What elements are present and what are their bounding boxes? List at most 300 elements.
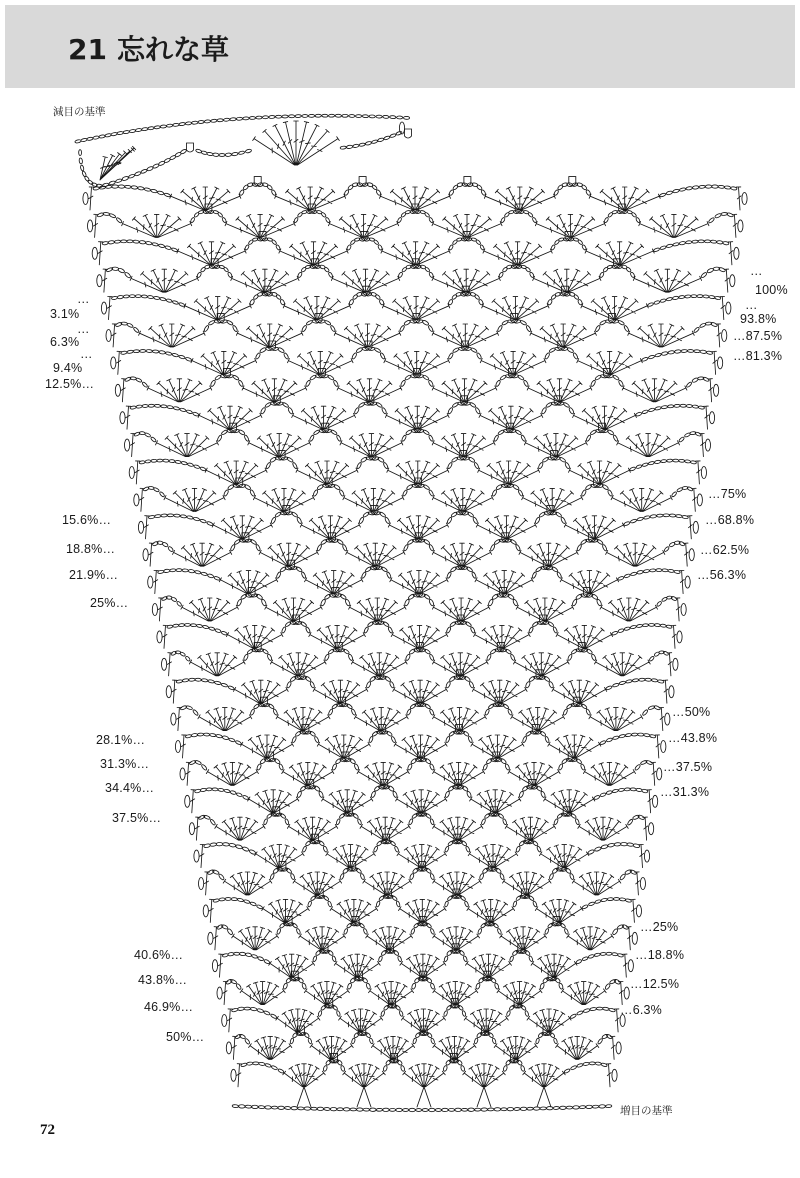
- edge-loop: [97, 275, 102, 287]
- treble-fan: [503, 872, 552, 895]
- treble-fan: [628, 324, 694, 347]
- chain-stitch: [270, 758, 284, 770]
- edge-loop: [115, 384, 120, 396]
- chain-stitch: [310, 786, 324, 798]
- right-percentage: 93.8%: [740, 312, 777, 326]
- right-percentage: …62.5%: [700, 543, 750, 557]
- chart-row: [120, 396, 715, 429]
- treble-fan: [530, 324, 597, 347]
- right-percentage: …68.8%: [705, 513, 755, 527]
- chain-stitch: [409, 813, 422, 824]
- treble-fan: [322, 790, 373, 813]
- chain-stitch: [586, 594, 601, 606]
- treble-fan: [475, 571, 533, 594]
- chain-stitch: [386, 840, 399, 852]
- left-percentage: …: [77, 292, 90, 306]
- chain-stitch: [167, 623, 227, 634]
- chain-stitch: [355, 923, 367, 935]
- left-percentage: 3.1%: [50, 307, 80, 321]
- treble-fan: [464, 1009, 508, 1032]
- treble-fan: [569, 461, 631, 484]
- pattern-title: 忘れな草: [116, 33, 229, 66]
- left-percentage: 28.1%…: [96, 733, 146, 747]
- treble-fan: [539, 845, 589, 868]
- chain-stitch: [422, 923, 434, 935]
- chain-stitch: [528, 840, 541, 852]
- treble-fan: [572, 872, 621, 895]
- edge-loop: [111, 357, 116, 369]
- treble-fan: [391, 625, 448, 648]
- chain-stitch: [445, 895, 457, 906]
- left-percentage: 40.6%…: [134, 948, 184, 962]
- chain-stitch: [498, 704, 512, 715]
- treble-fan: [581, 297, 648, 320]
- chain-stitch: [332, 758, 346, 770]
- edge-loop: [640, 878, 645, 890]
- treble-fan: [432, 214, 502, 237]
- treble-fan: [279, 242, 348, 265]
- treble-fan: [300, 516, 360, 539]
- treble-fan: [639, 214, 709, 237]
- chain-stitch: [503, 594, 518, 606]
- treble-fan: [236, 324, 303, 347]
- chain-stitch: [102, 240, 177, 252]
- treble-fan: [293, 872, 342, 895]
- chain-stitch: [387, 895, 399, 906]
- edge-treble: [158, 598, 163, 621]
- treble-fan: [259, 543, 318, 566]
- edge-treble: [663, 680, 668, 703]
- edge-loop: [673, 658, 678, 670]
- chain-stitch: [75, 114, 410, 143]
- chain-stitch: [287, 676, 301, 688]
- edge-treble: [149, 543, 154, 566]
- chain-stitch: [532, 786, 546, 798]
- chain-stitch: [445, 840, 458, 852]
- chain-stitch: [257, 758, 271, 770]
- treble-fan: [382, 297, 449, 320]
- chain-stitch: [384, 786, 398, 798]
- chain-stitch: [232, 1105, 612, 1112]
- edge-treble: [191, 790, 196, 813]
- cup-stitch: [405, 129, 412, 138]
- treble-fan: [215, 817, 265, 840]
- edge-loop: [677, 631, 682, 643]
- chain-stitch: [642, 350, 713, 361]
- edge-loop: [657, 768, 662, 780]
- treble-fan: [589, 187, 660, 210]
- edge-treble: [200, 845, 205, 868]
- chain-stitch: [297, 786, 310, 798]
- chain-stitch: [581, 649, 595, 661]
- treble-fan: [433, 927, 480, 950]
- edge-loop: [681, 604, 686, 616]
- edge-loop: [701, 467, 706, 479]
- chain-stitch: [582, 898, 631, 909]
- chain-stitch: [564, 1062, 607, 1073]
- chain-stitch: [419, 594, 434, 606]
- treble-fan: [349, 598, 406, 621]
- treble-fan: [583, 762, 635, 785]
- treble-fan: [556, 1036, 599, 1059]
- edge-treble: [708, 379, 713, 402]
- right-percentage: …25%: [640, 920, 679, 934]
- chain-stitch: [694, 322, 717, 332]
- edge-loop: [709, 412, 714, 424]
- treble-fan: [567, 927, 614, 950]
- pattern-number: 21: [68, 33, 107, 66]
- left-percentage: 46.9%…: [144, 1000, 194, 1014]
- edge-treble: [181, 735, 186, 758]
- chain-stitch: [276, 813, 289, 824]
- edge-loop: [730, 275, 735, 287]
- chart-row: [111, 341, 723, 374]
- chart-row: [166, 670, 674, 703]
- edge-loop: [726, 302, 731, 314]
- chain-stitch: [345, 758, 359, 770]
- treble-fan: [248, 434, 311, 457]
- treble-fan: [242, 379, 307, 402]
- chain-stitch: [204, 843, 256, 855]
- treble-fan: [296, 461, 358, 484]
- chain-stitch: [112, 295, 185, 307]
- edge-loop: [148, 576, 153, 588]
- chart-row: [203, 889, 641, 922]
- edge-treble: [696, 461, 701, 484]
- chain-stitch: [546, 566, 561, 578]
- chain-stitch: [521, 950, 533, 962]
- edge-loop: [203, 905, 208, 917]
- left-percentage: 25%…: [90, 596, 129, 610]
- treble-fan: [483, 242, 552, 265]
- edge-treble: [228, 1009, 233, 1032]
- chain-stitch: [480, 868, 493, 880]
- treble-fan: [156, 434, 219, 457]
- edge-treble: [614, 1009, 619, 1032]
- edge-treble: [186, 762, 191, 785]
- chain-stitch: [180, 706, 198, 715]
- treble-fan: [139, 324, 206, 347]
- treble-fan: [223, 872, 272, 895]
- treble-fan: [339, 1009, 383, 1032]
- chain-stitch: [217, 925, 233, 935]
- chart-row: [157, 615, 682, 648]
- treble-fan: [479, 406, 543, 429]
- chain-stitch: [264, 813, 277, 824]
- treble-fan: [248, 790, 299, 813]
- chain-stitch: [489, 923, 501, 935]
- treble-fan: [363, 872, 412, 895]
- chain-stitch: [410, 868, 423, 880]
- left-percentage: …: [77, 322, 90, 336]
- treble-fan: [522, 488, 583, 511]
- chain-stitch: [650, 651, 669, 661]
- edge-treble: [667, 653, 672, 676]
- chart-row: [92, 231, 739, 264]
- treble-fan: [394, 735, 447, 758]
- chain-stitch: [195, 788, 249, 799]
- treble-fan: [206, 762, 258, 785]
- edge-treble: [223, 982, 228, 1005]
- treble-fan: [283, 297, 350, 320]
- chain-stitch: [687, 377, 709, 387]
- treble-fan: [269, 954, 315, 977]
- treble-fan: [122, 214, 192, 237]
- chain-stitch: [496, 758, 510, 770]
- chart-row: [222, 999, 625, 1032]
- chain-stitch: [288, 923, 300, 935]
- treble-fan: [560, 571, 618, 594]
- edge-treble: [643, 817, 648, 840]
- treble-fan: [466, 954, 512, 977]
- edge-treble: [675, 598, 680, 621]
- edge-treble: [98, 242, 103, 265]
- chain-stitch: [556, 923, 568, 934]
- edge-loop: [143, 549, 148, 561]
- edge-treble: [647, 790, 652, 813]
- treble-fan: [432, 379, 497, 402]
- treble-fan: [519, 543, 578, 566]
- cup-stitch: [187, 143, 194, 152]
- chart-row: [194, 834, 650, 867]
- treble-fan: [287, 817, 337, 840]
- edge-treble: [712, 351, 717, 374]
- treble-fan: [351, 653, 407, 676]
- treble-fan: [173, 543, 232, 566]
- treble-fan: [478, 461, 540, 484]
- right-percentage: …31.3%: [660, 785, 710, 799]
- chain-stitch: [643, 706, 661, 715]
- chain-stitch: [478, 923, 490, 935]
- edge-treble: [89, 187, 94, 210]
- chart-row: [212, 944, 633, 977]
- treble-fan: [606, 543, 665, 566]
- treble-fan: [331, 269, 399, 292]
- chain-stitch: [458, 786, 472, 798]
- chain-stitch: [513, 895, 525, 906]
- edge-treble: [112, 324, 117, 347]
- treble-fan: [463, 1064, 505, 1087]
- edge-treble: [610, 1036, 615, 1059]
- chain-stitch: [635, 761, 652, 770]
- chart-row: [101, 286, 731, 319]
- edge-loop: [628, 960, 633, 972]
- chain-stitch: [158, 569, 220, 580]
- chain-stitch: [539, 676, 553, 688]
- edge-treble: [679, 571, 684, 594]
- edge-loop: [175, 741, 180, 753]
- chain-stitch: [559, 758, 573, 770]
- chain-stitch: [336, 813, 349, 824]
- treble-fan: [573, 406, 637, 429]
- treble-fan: [527, 379, 592, 402]
- chain-stitch: [491, 868, 504, 880]
- treble-fan: [617, 434, 680, 457]
- edge-treble: [135, 461, 140, 484]
- chain-stitch: [406, 649, 420, 661]
- chain-stitch: [456, 895, 468, 906]
- treble-fan: [369, 982, 414, 1005]
- treble-fan: [317, 735, 370, 758]
- chain-stitch: [563, 704, 577, 716]
- right-percentage: …87.5%: [733, 329, 783, 343]
- treble-fan: [516, 598, 574, 621]
- chain-stitch: [232, 1007, 277, 1018]
- right-percentage: …37.5%: [663, 760, 713, 774]
- edge-treble: [720, 297, 725, 320]
- chain-stitch: [624, 514, 688, 526]
- treble-fan: [381, 242, 450, 265]
- treble-fan: [304, 982, 349, 1005]
- chain-stitch: [636, 404, 705, 416]
- edge-treble: [688, 516, 693, 539]
- edge-treble: [107, 297, 112, 320]
- treble-fan: [556, 625, 613, 648]
- treble-fan: [181, 598, 239, 621]
- chain-stitch: [176, 678, 234, 689]
- chain-stitch: [367, 676, 381, 688]
- right-percentage: 100%: [755, 283, 788, 297]
- edge-loop: [101, 302, 106, 314]
- edge-treble: [728, 242, 733, 265]
- chain-stitch: [116, 322, 139, 332]
- chain-stitch: [519, 786, 533, 798]
- treble-fan: [371, 1036, 414, 1059]
- chain-stitch: [446, 676, 460, 688]
- edge-treble: [606, 1064, 611, 1087]
- chain-stitch: [654, 240, 729, 252]
- treble-fan: [535, 214, 605, 237]
- treble-fan: [511, 708, 565, 731]
- edge-loop: [125, 439, 130, 451]
- edge-treble: [692, 488, 697, 511]
- chain-stitch: [376, 895, 388, 906]
- edge-loop: [616, 1042, 621, 1054]
- treble-fan: [343, 1064, 385, 1087]
- chart-row: [148, 560, 691, 593]
- edge-treble: [736, 187, 741, 210]
- treble-fan: [385, 406, 449, 429]
- left-percentage: 6.3%: [50, 335, 80, 349]
- chain-stitch: [362, 566, 377, 578]
- edge-loop: [106, 330, 111, 342]
- edge-treble: [623, 954, 628, 977]
- treble-fan: [433, 1036, 476, 1059]
- chain-stitch: [148, 514, 212, 525]
- edge-treble: [716, 324, 721, 347]
- chain-stitch: [660, 185, 737, 197]
- edge-treble: [732, 214, 737, 237]
- chain-stitch: [97, 213, 121, 223]
- treble-fan: [184, 297, 251, 320]
- treble-fan: [329, 214, 399, 237]
- edge-loop: [222, 1015, 227, 1027]
- edge-treble: [167, 653, 172, 676]
- chain-stitch: [319, 895, 331, 906]
- chain-stitch: [493, 813, 506, 824]
- treble-fan: [600, 598, 658, 621]
- treble-fan: [531, 954, 577, 977]
- chain-stitch: [196, 149, 252, 156]
- edge-loop: [231, 1069, 236, 1081]
- chain-stitch: [342, 704, 356, 716]
- treble-fan: [505, 817, 555, 840]
- treble-fan: [384, 351, 450, 374]
- chart-row: [185, 779, 658, 812]
- chain-stitch: [600, 733, 656, 744]
- edge-treble: [144, 516, 149, 539]
- left-percentage: 9.4%: [53, 361, 83, 375]
- treble-fan: [482, 297, 549, 320]
- treble-fan: [432, 324, 498, 347]
- treble-fan: [544, 790, 595, 813]
- left-percentage: 37.5%…: [112, 811, 162, 825]
- treble-fan: [561, 982, 606, 1005]
- edge-loop: [162, 658, 167, 670]
- edge-treble: [232, 1036, 237, 1059]
- treble-fan: [390, 571, 448, 594]
- treble-fan: [130, 269, 198, 292]
- treble-fan: [189, 653, 245, 676]
- treble-fan: [564, 516, 624, 539]
- treble-fan: [622, 379, 687, 402]
- chain-stitch: [571, 758, 585, 770]
- treble-fan: [433, 762, 485, 785]
- page-number: 72: [40, 1122, 55, 1138]
- edge-treble: [121, 379, 126, 402]
- chain-stitch: [576, 704, 590, 715]
- edge-loop: [83, 193, 88, 205]
- treble-fan: [432, 598, 490, 621]
- edge-treble: [117, 351, 122, 374]
- treble-fan: [589, 708, 643, 731]
- chain-stitch: [489, 594, 504, 606]
- treble-fan: [380, 187, 451, 210]
- chain-stitch: [628, 815, 645, 825]
- edge-loop: [665, 713, 670, 725]
- edge-treble: [195, 817, 200, 840]
- treble-fan: [275, 187, 346, 210]
- treble-fan: [401, 1009, 445, 1032]
- edge-loop: [685, 576, 690, 588]
- edge-treble: [204, 872, 209, 895]
- edge-loop: [120, 412, 125, 424]
- treble-fan: [433, 817, 483, 840]
- treble-fan: [249, 1036, 292, 1059]
- treble-fan: [494, 1036, 537, 1059]
- edge-loop: [88, 220, 93, 232]
- edge-treble: [154, 571, 159, 594]
- edge-loop: [693, 521, 698, 533]
- chain-stitch: [139, 459, 205, 471]
- treble-fan: [343, 488, 404, 511]
- treble-fan: [305, 571, 363, 594]
- edge-treble: [724, 269, 729, 292]
- chain-stitch: [445, 786, 459, 798]
- left-percentage: 15.6%…: [62, 513, 112, 527]
- edge-treble: [659, 708, 664, 731]
- treble-fan: [205, 461, 267, 484]
- foundation-chain: [232, 1087, 612, 1112]
- left-percentage: 43.8%…: [138, 973, 188, 987]
- treble-fan: [276, 708, 330, 731]
- chain-stitch: [277, 566, 292, 578]
- treble-fan: [231, 269, 299, 292]
- edge-loop: [199, 878, 204, 890]
- edge-treble: [639, 845, 644, 868]
- edge-treble: [631, 899, 636, 922]
- chain-stitch: [605, 979, 620, 989]
